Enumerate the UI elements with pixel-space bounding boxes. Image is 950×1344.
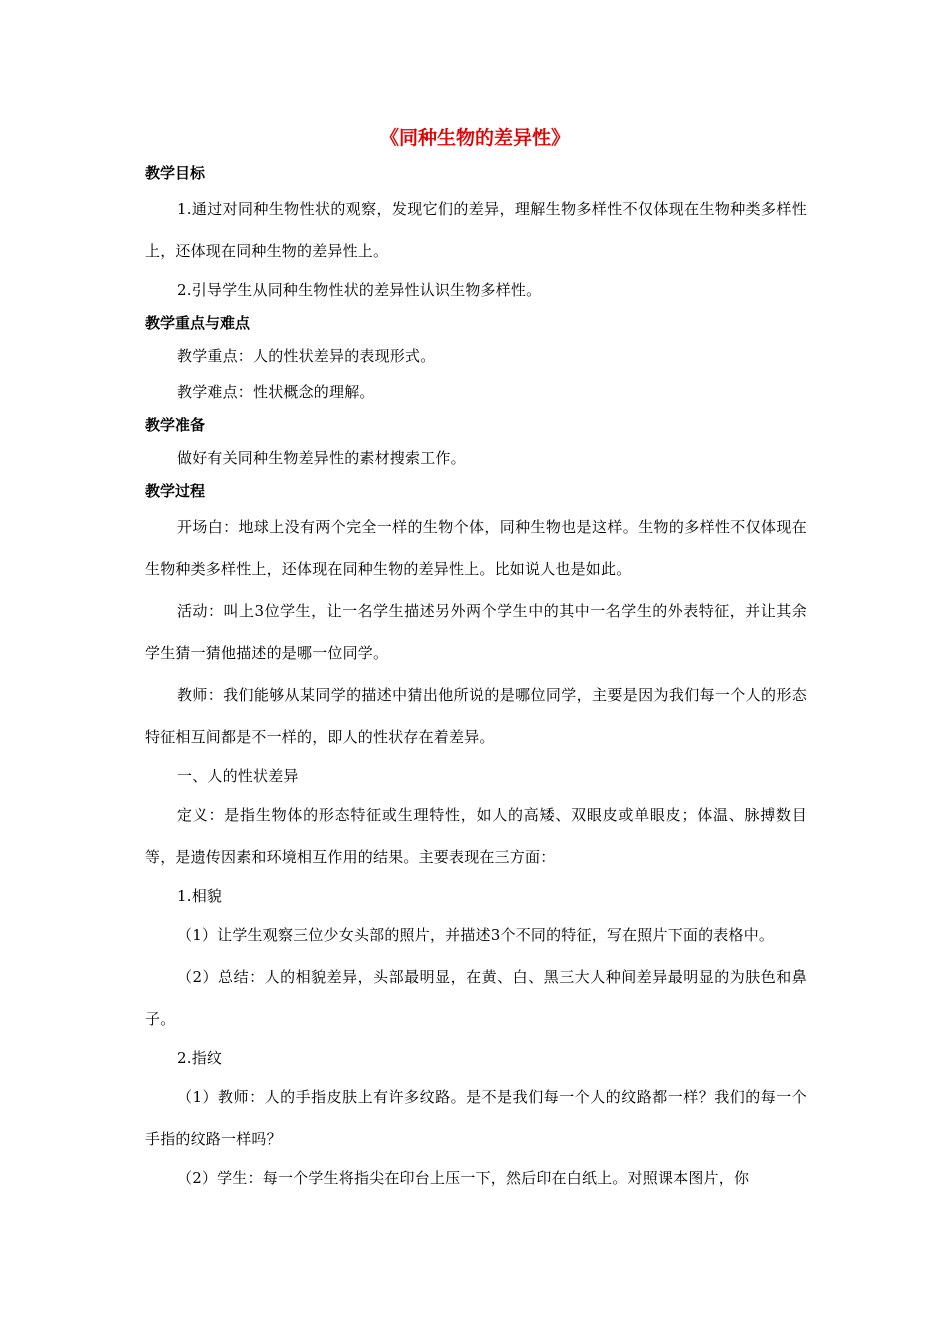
paragraph: （1）让学生观察三位少女头部的照片，并描述3个不同的特征，写在照片下面的表格中。 [177, 926, 775, 944]
section-heading-goals: 教学目标 [145, 164, 206, 182]
section-heading-keypoints: 教学重点与难点 [145, 314, 251, 332]
paragraph: 教师：我们能够从某同学的描述中猜出他所说的是哪位同学，主要是因为我们每一个人的形态特征相互间都是不一样的，即人的性状存在着差异。 [145, 686, 807, 746]
paragraph: 1.通过对同种生物性状的观察，发现它们的差异，理解生物多样性不仅体现在生物种类多样性上，还体现在同种生物的差异性上。 [145, 200, 807, 260]
paragraph: 活动：叫上3位学生，让一名学生描述另外两个学生中的其中一名学生的外表特征，并让其余学生猜一猜他描述的是哪一位同学。 [145, 602, 807, 662]
paragraph: 2.引导学生从同种生物性状的差异性认识生物多样性。 [177, 281, 542, 299]
paragraph: 开场白：地球上没有两个完全一样的生物个体，同种生物也是这样。生物的多样性不仅体现在生物种类多样性上，还体现在同种生物的差异性上。比如说人也是如此。 [145, 518, 807, 578]
section-heading-process: 教学过程 [145, 482, 206, 500]
paragraph: 2.指纹 [177, 1049, 223, 1067]
paragraph: （1）教师：人的手指皮肤上有许多纹路。是不是我们每一个人的纹路都一样？我们的每一个手指的纹路一样吗？ [145, 1088, 807, 1148]
paragraph: （2）总结：人的相貌差异，头部最明显，在黄、白、黑三大人种间差异最明显的为肤色和鼻子。 [145, 968, 807, 1028]
paragraph: 定义：是指生物体的形态特征或生理特性，如人的高矮、双眼皮或单眼皮；体温、脉搏数目等，是遗传因素和环境相互作用的结果。主要表现在三方面： [145, 806, 807, 866]
document-title: 《同种生物的差异性》 [379, 127, 570, 149]
section-heading-prep: 教学准备 [145, 416, 206, 434]
paragraph: 一、人的性状差异 [177, 767, 299, 785]
paragraph: 做好有关同种生物差异性的素材搜索工作。 [177, 449, 466, 467]
document-body [145, 158, 807, 1196]
paragraph: 1.相貌 [177, 887, 223, 905]
paragraph: （2）学生：每一个学生将指尖在印台上压一下，然后印在白纸上。对照课本图片，你 [177, 1169, 750, 1187]
paragraph: 教学重点：人的性状差异的表现形式。 [177, 347, 436, 365]
paragraph: 教学难点：性状概念的理解。 [177, 383, 375, 401]
